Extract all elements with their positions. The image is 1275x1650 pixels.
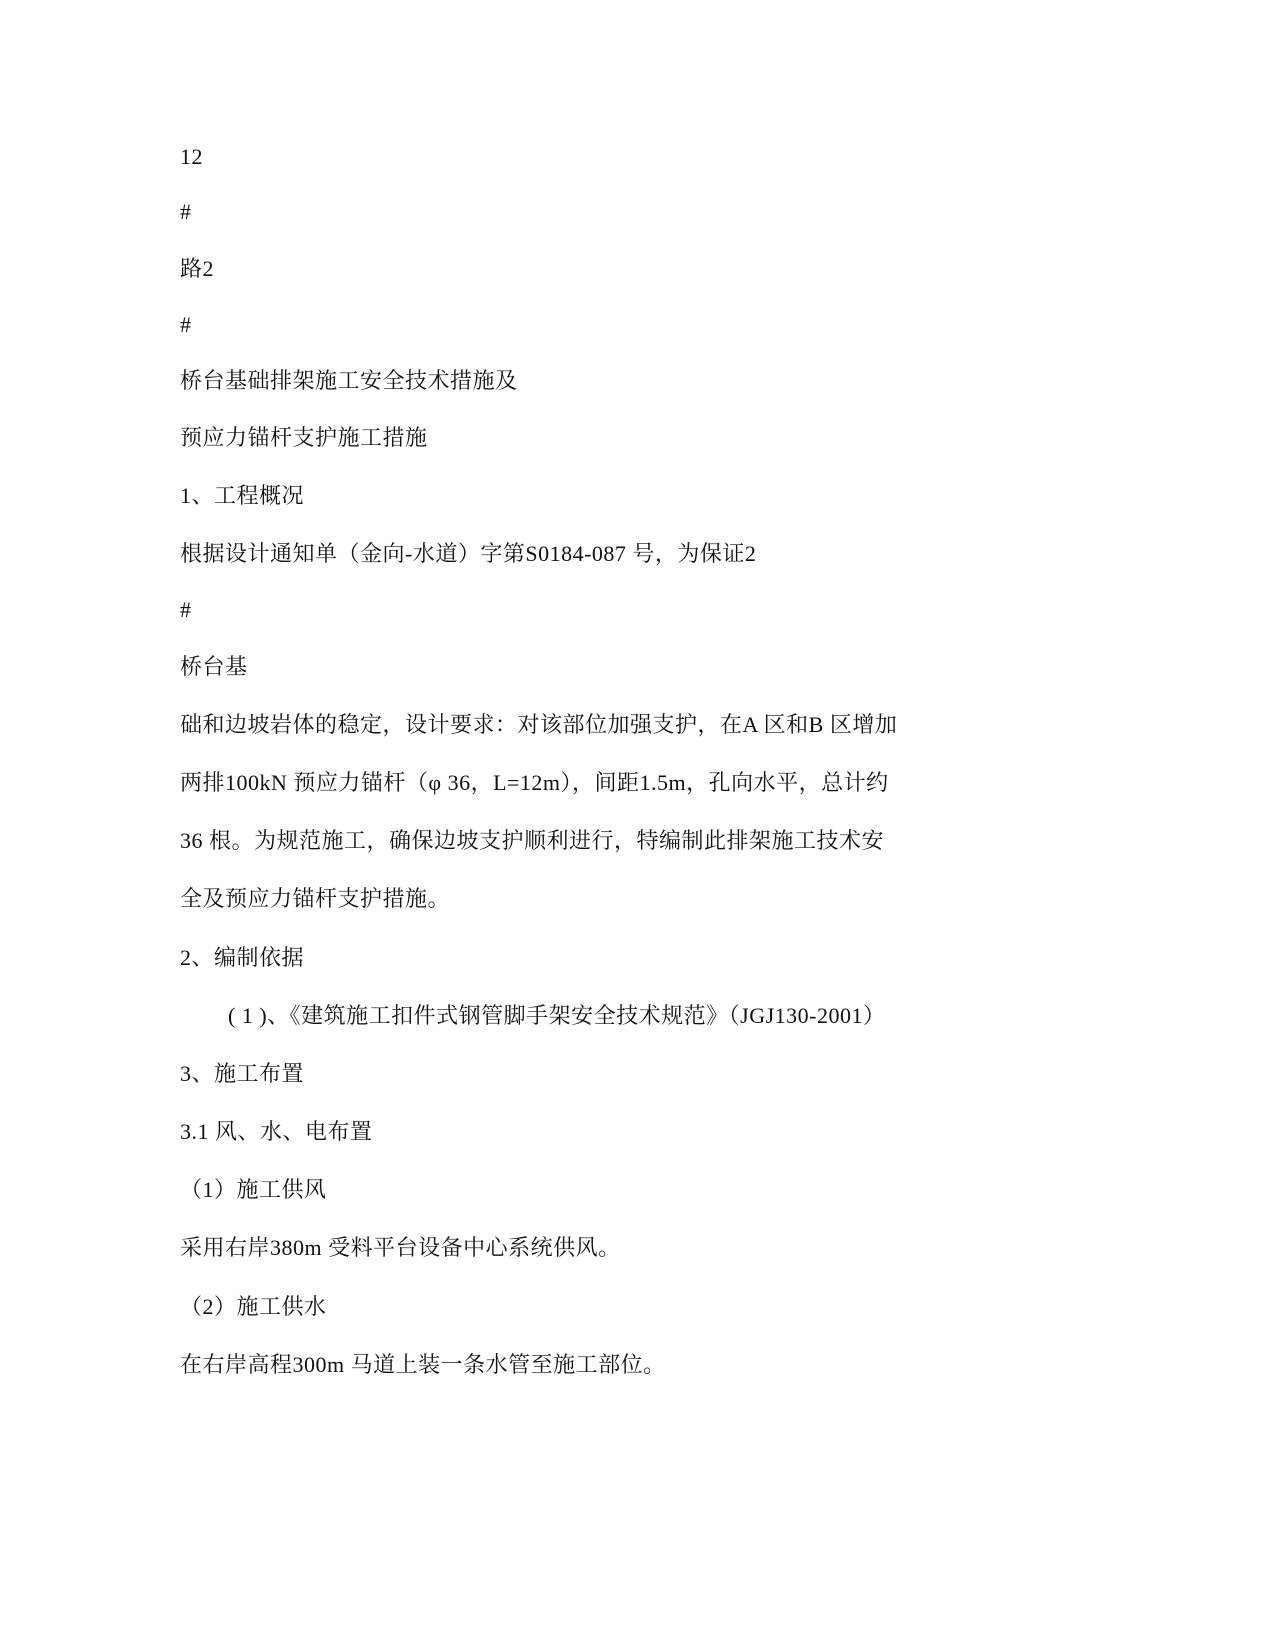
paragraph-line: 在右岸高程300m 马道上装一条水管至施工部位。 xyxy=(180,1352,666,1377)
text-line: 路2 xyxy=(180,256,215,281)
text-line: 根据设计通知单（金向-水道）字第S0184-087 号，为保证2 xyxy=(180,541,757,566)
section-heading: 3、施工布置 xyxy=(180,1061,305,1086)
text-line: 12 xyxy=(180,144,203,169)
text-line: 桥台基 xyxy=(180,654,248,679)
document-title-line-2: 预应力锚杆支护施工措施 xyxy=(180,425,428,450)
text-line: # xyxy=(180,199,192,224)
text-line: # xyxy=(180,597,192,622)
section-heading: 1、工程概况 xyxy=(180,483,305,508)
paragraph-line: 两排100kN 预应力锚杆（φ 36，L=12m），间距1.5m，孔向水平，总计约 xyxy=(180,770,889,795)
paragraph-line: 采用右岸380m 受料平台设备中心系统供风。 xyxy=(180,1235,621,1260)
item-heading: （1）施工供风 xyxy=(180,1177,327,1202)
paragraph-line: 全及预应力锚杆支护措施。 xyxy=(180,886,451,911)
paragraph-line: 36 根。为规范施工，确保边坡支护顺利进行，特编制此排架施工技术安 xyxy=(180,828,885,853)
section-heading: 2、编制依据 xyxy=(180,945,305,970)
document-title-line-1: 桥台基础排架施工安全技术措施及 xyxy=(180,368,518,393)
subsection-heading: 3.1 风、水、电布置 xyxy=(180,1119,373,1144)
paragraph-line: 础和边坡岩体的稳定，设计要求：对该部位加强支护，在A 区和B 区增加 xyxy=(180,712,898,737)
text-line: # xyxy=(180,312,192,337)
reference-item: ( 1 )、《建筑施工扣件式钢管脚手架安全技术规范》（JGJ130-2001） xyxy=(228,1003,886,1028)
item-heading: （2）施工供水 xyxy=(180,1294,327,1319)
